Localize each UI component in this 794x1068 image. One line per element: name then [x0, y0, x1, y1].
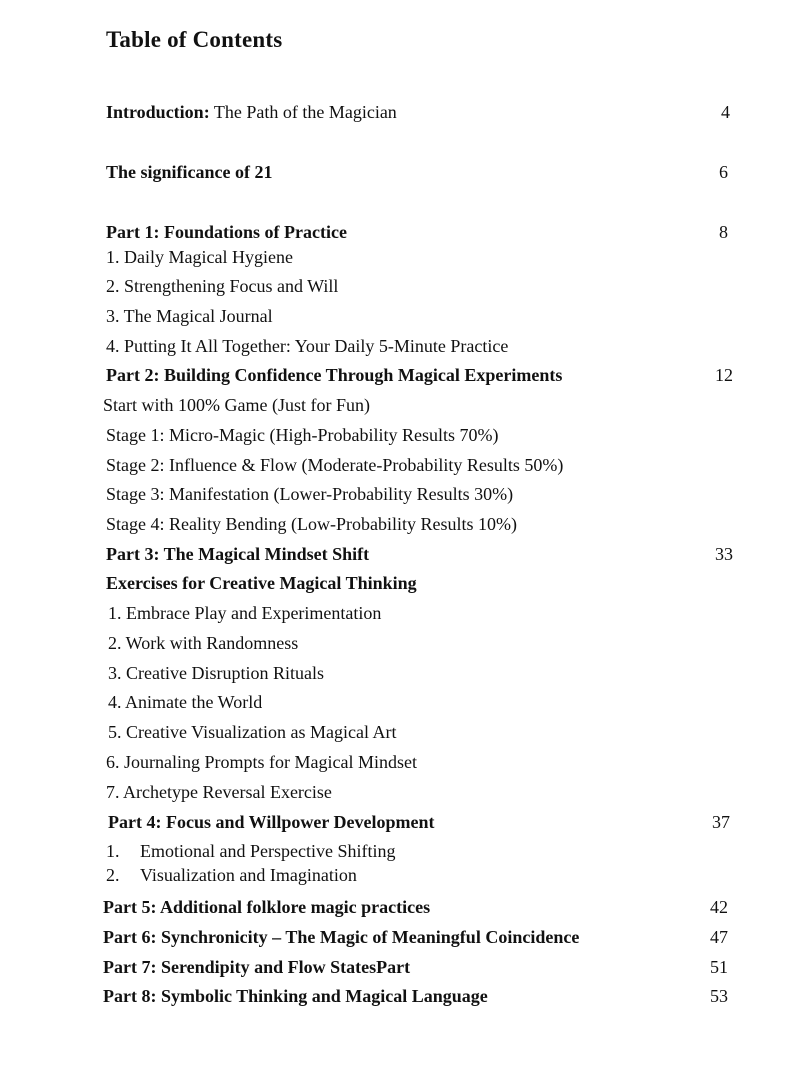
part-6-page-number: 47 [710, 927, 728, 947]
intro-label: Introduction: [106, 102, 210, 122]
part-3-item: 7. Archetype Reversal Exercise [106, 782, 332, 802]
part-2-item: Stage 3: Manifestation (Lower-Probability Results 30%) [106, 484, 514, 504]
toc-entry-part-7: Part 7: Serendipity and Flow StatesPart [103, 957, 411, 977]
part-4-item [106, 864, 357, 886]
page-title: Table of Contents [106, 27, 283, 52]
toc-entry-introduction [106, 101, 397, 123]
part-3-item: 4. Animate the World [108, 692, 263, 712]
part-3-item: 2. Work with Randomness [108, 633, 299, 653]
part-2-item: Stage 1: Micro-Magic (High-Probability Results 70%) [106, 425, 499, 445]
toc-entry-part-2: Part 2: Building Confidence Through Magical Experiments [106, 365, 563, 385]
toc-entry-part-6: Part 6: Synchronicity – The Magic of Meaningful Coincidence [103, 927, 580, 947]
part-2-item: Stage 4: Reality Bending (Low-Probability Results 10%) [106, 514, 517, 534]
toc-entry-part-4: Part 4: Focus and Willpower Development [108, 812, 435, 832]
part-2-page-number: 12 [715, 365, 733, 385]
part-4-item-text: Visualization and Imagination [140, 865, 357, 885]
toc-entry-part-8: Part 8: Symbolic Thinking and Magical Language [103, 986, 488, 1006]
part-3-item: 6. Journaling Prompts for Magical Mindset [106, 752, 417, 772]
part-3-item: 5. Creative Visualization as Magical Art [108, 722, 397, 742]
part-3-item: 3. Creative Disruption Rituals [108, 663, 324, 683]
part-1-item: 3. The Magical Journal [106, 306, 273, 326]
part-7-page-number: 51 [710, 957, 728, 977]
toc-entry-part-3: Part 3: The Magical Mindset Shift [106, 544, 370, 564]
toc-entry-part-1: Part 1: Foundations of Practice [106, 222, 347, 242]
part-1-page-number: 8 [719, 222, 728, 242]
part-4-page-number: 37 [712, 812, 730, 832]
significance-page-number: 6 [719, 162, 728, 182]
part-2-item: Start with 100% Game (Just for Fun) [103, 395, 370, 415]
part-8-page-number: 53 [710, 986, 728, 1006]
list-number: 2. [106, 865, 120, 885]
part-4-item-text: Emotional and Perspective Shifting [140, 841, 396, 861]
part-2-item: Stage 2: Influence & Flow (Moderate-Probability Results 50%) [106, 455, 564, 475]
part-3-subheading: Exercises for Creative Magical Thinking [106, 573, 417, 593]
part-3-item: 1. Embrace Play and Experimentation [108, 603, 382, 623]
part-5-page-number: 42 [710, 897, 728, 917]
part-1-item: 4. Putting It All Together: Your Daily 5-Minute Practice [106, 336, 509, 356]
part-4-item [106, 840, 395, 862]
intro-page-number: 4 [721, 102, 730, 122]
intro-text: The Path of the Magician [209, 102, 397, 122]
toc-entry-significance: The significance of 21 [106, 162, 273, 182]
list-number: 1. [106, 841, 120, 861]
part-1-item: 2. Strengthening Focus and Will [106, 276, 339, 296]
part-1-item: 1. Daily Magical Hygiene [106, 247, 293, 267]
toc-entry-part-5: Part 5: Additional folklore magic practices [103, 897, 431, 917]
part-3-page-number: 33 [715, 544, 733, 564]
